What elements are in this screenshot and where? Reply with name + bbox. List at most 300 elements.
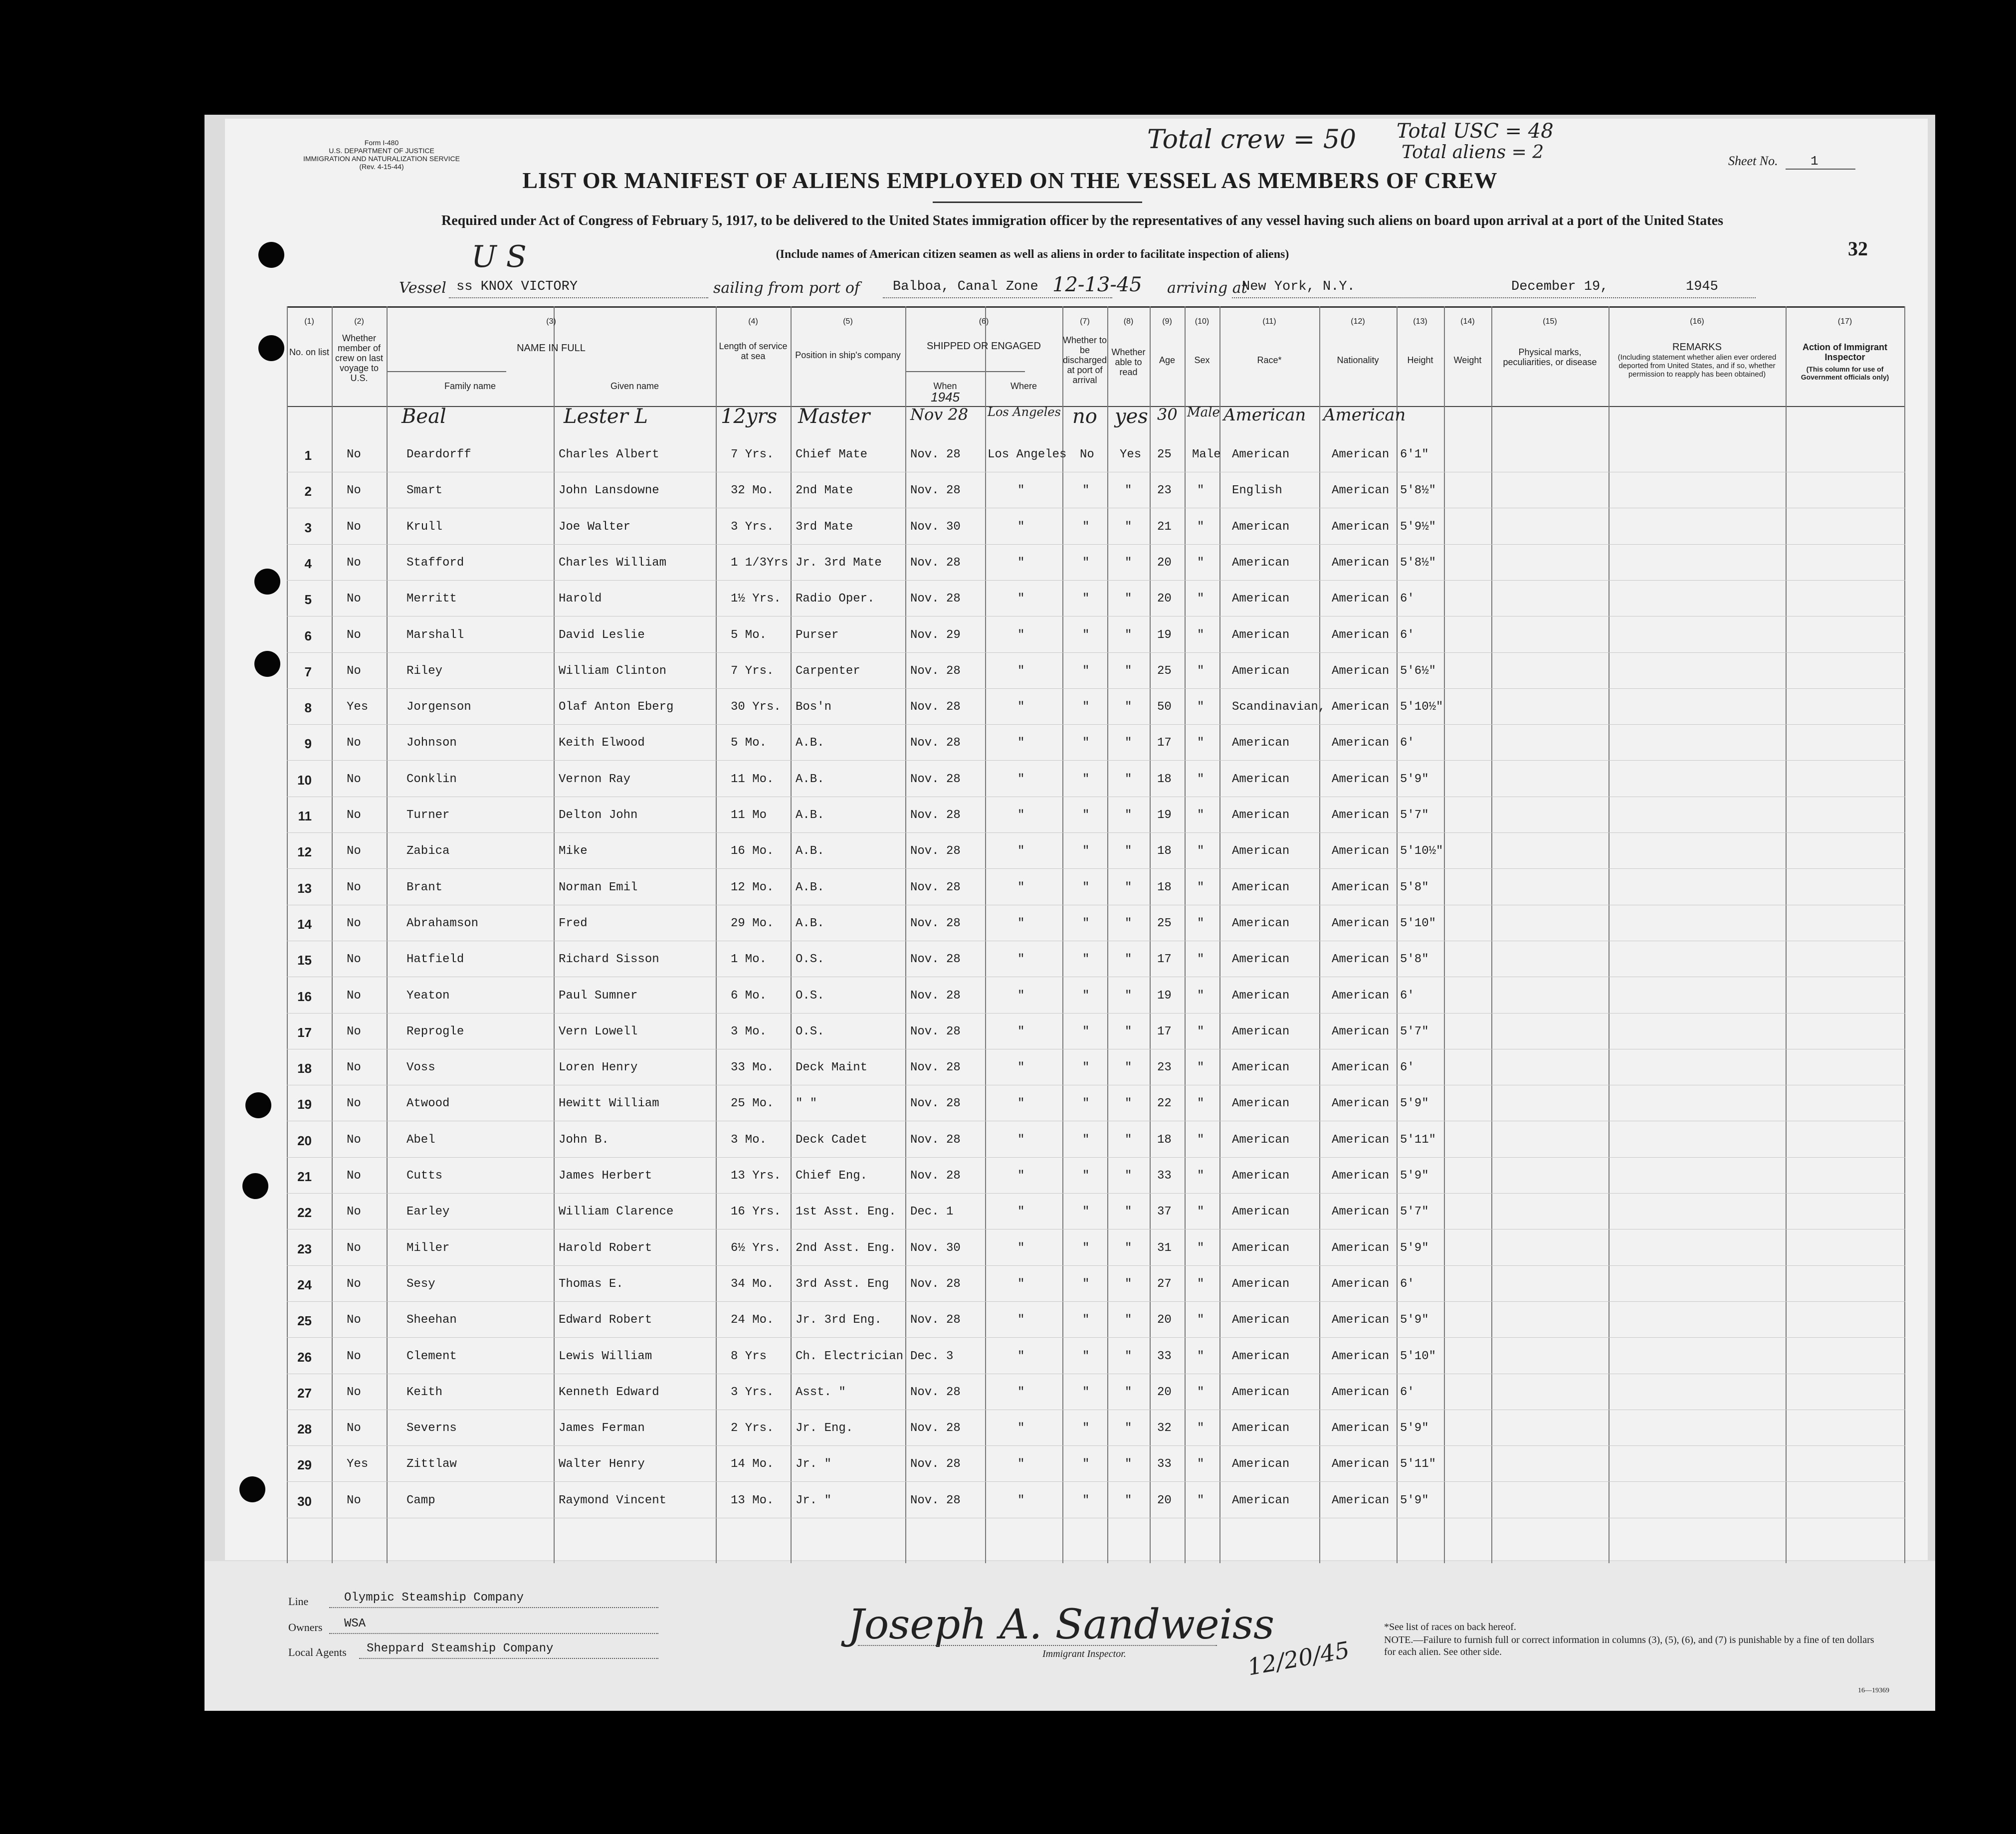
cell-sex: " <box>1197 1025 1205 1038</box>
cell-shipped-when: Nov. 28 <box>910 448 961 461</box>
cell-sex: " <box>1197 484 1205 497</box>
col-number: (9) <box>1162 317 1172 326</box>
header-weight: Weight <box>1453 355 1482 365</box>
cell-shipped-when: Nov. 28 <box>910 917 961 930</box>
cell-shipped-when: Nov. 28 <box>910 1097 961 1110</box>
cell-position: Jr. Eng. <box>796 1422 853 1435</box>
cell-service-length: 13 Mo. <box>731 1494 774 1507</box>
cell-age: 21 <box>1157 520 1172 534</box>
cell-race: American <box>1232 556 1290 570</box>
vessel-label: Vessel <box>399 279 446 297</box>
cell-family-name: Atwood <box>406 1097 450 1110</box>
cell-shipped-when: Nov. 28 <box>910 700 961 714</box>
cell-race: American <box>1232 448 1290 461</box>
cell-given-name: Norman Emil <box>559 881 638 894</box>
punch-hole <box>258 335 284 361</box>
cell-height: 6' <box>1400 989 1414 1003</box>
cell-age: 19 <box>1157 628 1172 642</box>
arrival-date: December 19, <box>1511 279 1609 294</box>
cell-position: 2nd Mate <box>796 484 853 497</box>
cell-given-name: Thomas E. <box>559 1277 623 1291</box>
cell-shipped-where: " <box>1017 1350 1025 1363</box>
cell-shipped-when: Nov. 28 <box>910 773 961 786</box>
cell-height: 6' <box>1400 628 1414 642</box>
port-line <box>883 297 1112 298</box>
cell-nationality: American <box>1332 917 1390 930</box>
cell-given-name: Hewitt William <box>559 1097 659 1110</box>
cell-sex: " <box>1197 1133 1205 1147</box>
sheet-number-line <box>1786 169 1855 170</box>
cell-discharged: " <box>1082 700 1090 714</box>
table-row <box>287 693 1905 723</box>
cell-given-name: William Clarence <box>559 1205 674 1219</box>
cell-given-name: Loren Henry <box>559 1061 638 1074</box>
cell-service-length: 29 Mo. <box>731 917 774 930</box>
row-rule <box>287 724 1905 725</box>
cell-height: 5'9½" <box>1400 520 1436 534</box>
cell-race: American <box>1232 953 1290 966</box>
cell-prev-voyage: No <box>347 844 361 858</box>
cell-height: 5'9" <box>1400 1494 1429 1507</box>
header-given-name: Given name <box>610 381 659 391</box>
cell-shipped-when: Nov. 28 <box>910 556 961 570</box>
cell-given-name: David Leslie <box>559 628 645 642</box>
cell-sex: " <box>1197 1350 1205 1363</box>
cell-shipped-when: Dec. 1 <box>910 1205 954 1219</box>
requirement-text: Required under Act of Congress of February 5, 1917, to be delivered to the United States immigration officer by the representatives of any vessel having such aliens on board upon arrival at a port of the United States <box>441 213 1723 228</box>
cell-nationality: American <box>1332 1097 1390 1110</box>
cell-sex: " <box>1197 592 1205 606</box>
col-number: (6) <box>979 317 989 326</box>
cell-age: 33 <box>1157 1350 1172 1363</box>
cell-num: 25 <box>297 1313 312 1328</box>
cell-given-name: John B. <box>559 1133 609 1147</box>
cell-position: O.S. <box>796 989 824 1003</box>
cell-family-name: Yeaton <box>406 989 450 1003</box>
cell-service-length: 1½ Yrs. <box>731 592 781 606</box>
cell-able-to-read: " <box>1125 1350 1132 1363</box>
cell-race: American <box>1232 592 1290 606</box>
cell-shipped-when: Nov. 30 <box>910 520 961 534</box>
cell-position: A.B. <box>796 917 824 930</box>
cell-nationality: American <box>1332 1457 1390 1471</box>
cell-discharged: " <box>1082 520 1090 534</box>
cell-able-to-read: " <box>1125 917 1132 930</box>
cell-sex: " <box>1197 1494 1205 1507</box>
cell-num: 15 <box>297 953 312 968</box>
table-row <box>287 1054 1905 1084</box>
cell-discharged: " <box>1082 484 1090 497</box>
cell-able-to-read: " <box>1125 881 1132 894</box>
cell-shipped-when: Nov. 28 <box>910 989 961 1003</box>
cell-prev-voyage: No <box>347 1205 361 1219</box>
col-number: (10) <box>1195 317 1210 326</box>
cell-service-length: 32 Mo. <box>731 484 774 497</box>
cell-position: A.B. <box>796 736 824 750</box>
cell-prev-voyage: Yes <box>347 1457 369 1471</box>
cell-position: 2nd Asst. Eng. <box>796 1241 896 1255</box>
handwritten-total-crew: Total crew = 50 <box>1147 125 1357 155</box>
cell-num: 21 <box>297 1169 312 1184</box>
cell-sex: " <box>1197 881 1205 894</box>
cell-position: 1st Asst. Eng. <box>796 1205 896 1219</box>
cell-prev-voyage: No <box>347 773 361 786</box>
table-row <box>287 766 1905 796</box>
cell-height: 5'8½" <box>1400 484 1436 497</box>
cell-position: 3rd Mate <box>796 520 853 534</box>
cell-position: A.B. <box>796 773 824 786</box>
cell-family-name: Johnson <box>406 736 457 750</box>
cell-service-length: 3 Mo. <box>731 1133 767 1147</box>
cell-sex: " <box>1197 1241 1205 1255</box>
master-service: 12yrs <box>721 405 778 428</box>
master-given: Lester L <box>564 405 648 428</box>
cell-shipped-where: " <box>1017 1169 1025 1183</box>
cell-family-name: Merritt <box>406 592 457 606</box>
cell-nationality: American <box>1332 556 1390 570</box>
cell-height: 6' <box>1400 736 1414 750</box>
cell-height: 5'10" <box>1400 917 1436 930</box>
cell-shipped-where: " <box>1017 592 1025 606</box>
cell-service-length: 25 Mo. <box>731 1097 774 1110</box>
cell-discharged: " <box>1082 1277 1090 1291</box>
cell-position: Jr. 3rd Mate <box>796 556 882 570</box>
table-row <box>287 946 1905 976</box>
cell-nationality: American <box>1332 484 1390 497</box>
title-divider <box>933 202 1142 203</box>
cell-discharged: " <box>1082 1494 1090 1507</box>
cell-num: 5 <box>304 592 312 607</box>
cell-shipped-where: " <box>1017 1277 1025 1291</box>
signature-line <box>858 1645 1217 1646</box>
master-race: American <box>1223 405 1306 425</box>
cell-height: 5'9" <box>1400 1241 1429 1255</box>
cell-able-to-read: " <box>1125 989 1132 1003</box>
row-rule <box>287 580 1905 581</box>
cell-nationality: American <box>1332 1422 1390 1435</box>
master-sex: Male <box>1187 405 1220 420</box>
cell-service-length: 1 Mo. <box>731 953 767 966</box>
header-when-year: 1945 <box>931 390 960 405</box>
cell-age: 20 <box>1157 592 1172 606</box>
cell-shipped-when: Nov. 28 <box>910 1313 961 1327</box>
cell-sex: " <box>1197 700 1205 714</box>
cell-race: American <box>1232 1133 1290 1147</box>
vessel-name-line <box>449 297 708 298</box>
row-rule <box>287 688 1905 689</box>
cell-sex: " <box>1197 844 1205 858</box>
cell-nationality: American <box>1332 1494 1390 1507</box>
cell-sex: " <box>1197 1386 1205 1399</box>
cell-given-name: Delton John <box>559 809 638 822</box>
cell-age: 20 <box>1157 556 1172 570</box>
handwritten-us-mark: U S <box>471 239 527 274</box>
cell-age: 18 <box>1157 773 1172 786</box>
cell-family-name: Turner <box>406 809 450 822</box>
cell-nationality: American <box>1332 1169 1390 1183</box>
punch-hole <box>245 1092 271 1118</box>
cell-family-name: Deardorff <box>406 448 471 461</box>
cell-race: American <box>1232 736 1290 750</box>
form-revision: (Rev. 4-15-44) <box>359 163 404 171</box>
cell-service-length: 3 Yrs. <box>731 520 774 534</box>
cell-prev-voyage: No <box>347 592 361 606</box>
header-no-on-list: No. on list <box>289 347 330 357</box>
cell-discharged: " <box>1082 1457 1090 1471</box>
cell-position: Bos'n <box>796 700 832 714</box>
cell-race: American <box>1232 1422 1290 1435</box>
header-action-note: (This column for use of Government officials only) <box>1801 365 1889 381</box>
table-row <box>287 1487 1905 1517</box>
cell-sex: " <box>1197 953 1205 966</box>
row-rule <box>287 1193 1905 1194</box>
cell-discharged: " <box>1082 664 1090 678</box>
cell-prev-voyage: No <box>347 484 361 497</box>
cell-shipped-where: " <box>1017 809 1025 822</box>
cell-shipped-where: " <box>1017 917 1025 930</box>
master-discharged: no <box>1072 405 1097 428</box>
cell-able-to-read: " <box>1125 736 1132 750</box>
form-department: U.S. DEPARTMENT OF JUSTICE <box>329 147 434 155</box>
cell-able-to-read: " <box>1125 484 1132 497</box>
row-rule <box>287 1445 1905 1446</box>
cell-given-name: Lewis William <box>559 1350 652 1363</box>
cell-num: 18 <box>297 1061 312 1076</box>
cell-age: 27 <box>1157 1277 1172 1291</box>
cell-given-name: Edward Robert <box>559 1313 652 1327</box>
cell-num: 27 <box>297 1386 312 1401</box>
cell-nationality: American <box>1332 809 1390 822</box>
line-value: Olympic Steamship Company <box>344 1591 524 1605</box>
col-number: (13) <box>1413 317 1427 326</box>
cell-discharged: No <box>1080 448 1094 461</box>
cell-shipped-when: Nov. 28 <box>910 1494 961 1507</box>
cell-age: 20 <box>1157 1313 1172 1327</box>
cell-position: A.B. <box>796 809 824 822</box>
cell-position: Deck Cadet <box>796 1133 868 1147</box>
cell-num: 10 <box>297 773 312 788</box>
cell-shipped-when: Nov. 28 <box>910 809 961 822</box>
cell-shipped-when: Nov. 28 <box>910 1169 961 1183</box>
header-where: Where <box>1010 381 1037 391</box>
table-row <box>287 1415 1905 1444</box>
include-note: (Include names of American citizen seamen as well as aliens in order to facilitate inspection of aliens) <box>776 248 1289 261</box>
cell-nationality: American <box>1332 881 1390 894</box>
cell-able-to-read: " <box>1125 1061 1132 1074</box>
cell-sex: " <box>1197 1061 1205 1074</box>
vessel-name: ss KNOX VICTORY <box>456 279 578 294</box>
cell-shipped-where: " <box>1017 700 1025 714</box>
cell-able-to-read: " <box>1125 773 1132 786</box>
cell-service-length: 7 Yrs. <box>731 664 774 678</box>
agents-label: Local Agents <box>288 1646 347 1658</box>
cell-age: 31 <box>1157 1241 1172 1255</box>
sheet-number: 1 <box>1811 154 1818 169</box>
cell-race: American <box>1232 1494 1290 1507</box>
cell-race: American <box>1232 1386 1290 1399</box>
cell-family-name: Brant <box>406 881 443 894</box>
cell-sex: " <box>1197 989 1205 1003</box>
cell-shipped-where: " <box>1017 773 1025 786</box>
cell-given-name: Mike <box>559 844 588 858</box>
cell-discharged: " <box>1082 1169 1090 1183</box>
arriving-label: arriving at <box>1167 279 1247 297</box>
header-sex: Sex <box>1194 355 1210 365</box>
cell-shipped-when: Nov. 28 <box>910 1386 961 1399</box>
cell-shipped-where: " <box>1017 556 1025 570</box>
cell-discharged: " <box>1082 1133 1090 1147</box>
cell-sex: " <box>1197 809 1205 822</box>
arrival-line <box>1232 297 1756 298</box>
row-rule <box>287 652 1905 653</box>
cell-age: 20 <box>1157 1386 1172 1399</box>
cell-shipped-when: Nov. 28 <box>910 1133 961 1147</box>
cell-family-name: Zittlaw <box>406 1457 457 1471</box>
form-code: 16—19369 <box>1858 1687 1889 1694</box>
cell-position: A.B. <box>796 881 824 894</box>
cell-shipped-when: Nov. 28 <box>910 953 961 966</box>
cell-able-to-read: " <box>1125 1386 1132 1399</box>
cell-shipped-when: Nov. 28 <box>910 1061 961 1074</box>
inspector-signature: Joseph A. Sandweiss <box>848 1601 1275 1648</box>
owners-value: WSA <box>344 1617 366 1630</box>
cell-service-length: 5 Mo. <box>731 628 767 642</box>
cell-sex: " <box>1197 664 1205 678</box>
cell-prev-voyage: No <box>347 1169 361 1183</box>
header-physical-marks: Physical marks, peculiarities, or disease <box>1503 347 1597 367</box>
cell-discharged: " <box>1082 1025 1090 1038</box>
cell-race: American <box>1232 1350 1290 1363</box>
sheet-label: Sheet No. <box>1728 154 1778 168</box>
cell-num: 20 <box>297 1133 312 1148</box>
row-rule <box>287 1013 1905 1014</box>
cell-prev-voyage: No <box>347 1494 361 1507</box>
cell-age: 32 <box>1157 1422 1172 1435</box>
cell-position: Jr. 3rd Eng. <box>796 1313 882 1327</box>
handwritten-inspection-date: 12/20/45 <box>1245 1636 1352 1681</box>
cell-num: 2 <box>304 484 312 499</box>
cell-able-to-read: " <box>1125 628 1132 642</box>
cell-age: 37 <box>1157 1205 1172 1219</box>
shipped-subheader-rule <box>905 371 1025 372</box>
cell-sex: " <box>1197 1205 1205 1219</box>
cell-discharged: " <box>1082 917 1090 930</box>
col-number: (1) <box>304 317 314 326</box>
cell-family-name: Severns <box>406 1422 457 1435</box>
master-row <box>287 405 1905 435</box>
cell-shipped-when: Nov. 28 <box>910 664 961 678</box>
cell-age: 20 <box>1157 1494 1172 1507</box>
header-length-service: Length of service at sea <box>719 341 788 361</box>
cell-nationality: American <box>1332 1241 1390 1255</box>
table-row <box>287 477 1905 507</box>
cell-shipped-where: " <box>1017 736 1025 750</box>
cell-race: American <box>1232 844 1290 858</box>
col-number: (16) <box>1690 317 1704 326</box>
cell-given-name: Vern Lowell <box>559 1025 638 1038</box>
cell-nationality: American <box>1332 953 1390 966</box>
note-text: —Failure to furnish full or correct information in columns (3), (5), (6), and (7) is punishable by a fine of ten dollars for each alien. See other side. <box>1384 1634 1874 1657</box>
table-row <box>287 1162 1905 1192</box>
table-row <box>287 910 1905 940</box>
cell-position: 3rd Asst. Eng <box>796 1277 889 1291</box>
cell-age: 23 <box>1157 484 1172 497</box>
cell-family-name: Sesy <box>406 1277 435 1291</box>
col-number: (17) <box>1837 317 1852 326</box>
row-rule <box>287 832 1905 833</box>
cell-service-length: 24 Mo. <box>731 1313 774 1327</box>
cell-race: American <box>1232 809 1290 822</box>
cell-race: American <box>1232 773 1290 786</box>
cell-able-to-read: " <box>1125 1422 1132 1435</box>
cell-position: Jr. " <box>796 1494 832 1507</box>
cell-nationality: American <box>1332 1061 1390 1074</box>
cell-num: 8 <box>304 700 312 715</box>
cell-given-name: Kenneth Edward <box>559 1386 659 1399</box>
cell-race: American <box>1232 1169 1290 1183</box>
cell-given-name: Joe Walter <box>559 520 631 534</box>
cell-age: 19 <box>1157 989 1172 1003</box>
header-family-name: Family name <box>444 381 496 391</box>
cell-num: 4 <box>304 556 312 571</box>
col-number: (11) <box>1262 317 1276 326</box>
cell-height: 6' <box>1400 1061 1414 1074</box>
table-row <box>287 1343 1905 1373</box>
cell-service-length: 11 Mo. <box>731 773 774 786</box>
master-where: Los Angeles <box>988 405 1061 419</box>
cell-age: 25 <box>1157 917 1172 930</box>
cell-shipped-where: " <box>1017 989 1025 1003</box>
cell-shipped-when: Nov. 28 <box>910 881 961 894</box>
cell-able-to-read: " <box>1125 664 1132 678</box>
table-row <box>287 1450 1905 1480</box>
header-age: Age <box>1159 355 1176 365</box>
cell-nationality: American <box>1332 736 1390 750</box>
cell-able-to-read: " <box>1125 700 1132 714</box>
cell-prev-voyage: No <box>347 664 361 678</box>
inspector-label: Immigrant Inspector. <box>1042 1648 1126 1659</box>
cell-prev-voyage: No <box>347 1061 361 1074</box>
cell-age: 25 <box>1157 664 1172 678</box>
table-row <box>287 549 1905 579</box>
cell-nationality: American <box>1332 664 1390 678</box>
cell-shipped-when: Nov. 28 <box>910 1422 961 1435</box>
table-row <box>287 874 1905 904</box>
cell-shipped-where: " <box>1017 1133 1025 1147</box>
cell-able-to-read: " <box>1125 1313 1132 1327</box>
cell-height: 5'8½" <box>1400 556 1436 570</box>
cell-service-length: 1 1/3Yrs <box>731 556 789 570</box>
cell-shipped-when: Nov. 28 <box>910 736 961 750</box>
cell-prev-voyage: No <box>347 1025 361 1038</box>
arrival-port: New York, N.Y. <box>1242 279 1355 294</box>
cell-family-name: Miller <box>406 1241 450 1255</box>
table-row <box>287 982 1905 1012</box>
cell-discharged: " <box>1082 844 1090 858</box>
cell-given-name: Charles Albert <box>559 448 659 461</box>
cell-age: 22 <box>1157 1097 1172 1110</box>
header-prev-voyage: Whether member of crew on last voyage to U.S. <box>335 333 384 383</box>
cell-shipped-where: " <box>1017 520 1025 534</box>
cell-race: American <box>1232 1241 1290 1255</box>
cell-service-length: 2 Yrs. <box>731 1422 774 1435</box>
cell-position: Chief Eng. <box>796 1169 868 1183</box>
cell-family-name: Conklin <box>406 773 457 786</box>
line-label: Line <box>288 1595 309 1608</box>
header-when: When <box>933 381 957 391</box>
cell-prev-voyage: No <box>347 1350 361 1363</box>
cell-num: 9 <box>304 736 312 751</box>
